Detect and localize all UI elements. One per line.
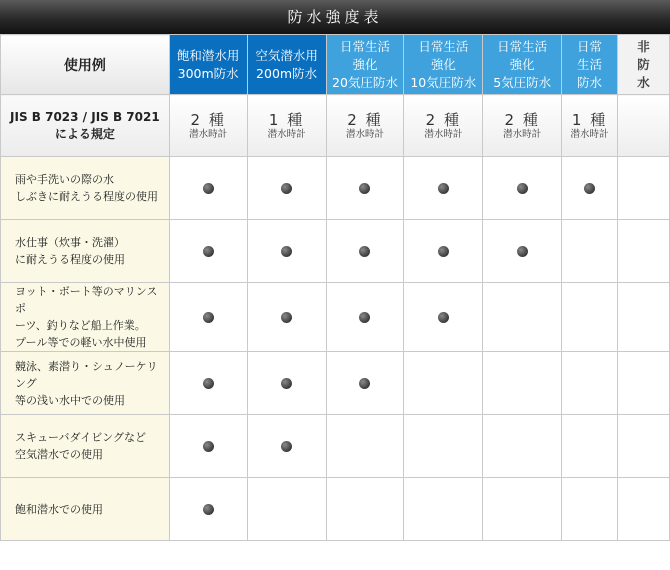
suitability-cell	[618, 478, 670, 541]
suitability-cell	[326, 415, 404, 478]
column-header-6	[562, 35, 618, 95]
suitability-cell	[562, 415, 618, 478]
jis-class: 2 種	[190, 110, 226, 129]
text-line: 非	[637, 38, 650, 54]
text-line: による規定	[54, 126, 115, 141]
text-line: 防水	[577, 74, 603, 90]
text-line: 強化	[352, 56, 378, 72]
text-line: 日常生活	[339, 38, 390, 54]
suitability-cell	[483, 220, 562, 283]
column-header-usage: 使用例	[1, 35, 170, 95]
column-header-1	[169, 35, 247, 95]
suitable-mark	[517, 246, 528, 257]
column-header-5	[483, 35, 562, 95]
column-header-2	[247, 35, 326, 95]
text-line: 強化	[509, 56, 535, 72]
usage-label	[1, 352, 170, 415]
suitability-cell	[326, 478, 404, 541]
suitability-cell	[247, 415, 326, 478]
usage-row	[1, 352, 670, 415]
suitable-mark	[359, 183, 370, 194]
suitability-cell	[404, 415, 483, 478]
suitability-cell	[404, 220, 483, 283]
text-line: 生活	[577, 56, 603, 72]
jis-class: 1 種	[571, 110, 608, 129]
text-line: プール等での軽い水中使用	[15, 336, 147, 349]
suitability-cell	[326, 283, 404, 352]
text-line: 日常生活	[418, 38, 469, 54]
suitability-cell	[404, 352, 483, 415]
suitability-cell	[169, 220, 247, 283]
text-line: 雨や手洗いの際の水	[15, 173, 114, 186]
jis-class-cell	[326, 95, 404, 157]
suitable-mark	[203, 246, 214, 257]
jis-class: 2 種	[347, 110, 383, 129]
suitability-cell	[562, 283, 618, 352]
text-line: ヨット・ボート等のマリンスポ	[15, 285, 158, 315]
jis-class-type: 潜水時計	[424, 128, 463, 140]
text-line: 等の浅い水中での使用	[15, 393, 125, 407]
suitability-cell	[169, 352, 247, 415]
suitability-cell	[618, 352, 670, 415]
suitability-cell	[247, 283, 326, 352]
suitability-cell	[247, 157, 326, 220]
water-resistance-table	[0, 34, 670, 541]
usage-label	[1, 157, 170, 220]
jis-class-cell	[483, 95, 562, 157]
text-line: 防	[637, 56, 650, 72]
text-line: JIS B 7023 / JIS B 7021	[10, 109, 160, 124]
jis-class-type: 潜水時計	[267, 128, 306, 140]
usage-label	[1, 478, 170, 541]
text-line: 20気圧防水	[332, 74, 398, 90]
text-line: しぶきに耐えうる程度の使用	[15, 190, 158, 203]
suitable-mark	[203, 441, 214, 452]
suitability-cell	[326, 352, 404, 415]
suitability-cell	[326, 157, 404, 220]
suitable-mark	[517, 183, 528, 194]
suitability-cell	[483, 352, 562, 415]
jis-row	[1, 95, 670, 157]
jis-class-type: 潜水時計	[503, 128, 542, 140]
jis-class-cell	[404, 95, 483, 157]
suitability-cell	[483, 415, 562, 478]
jis-standard-label	[1, 95, 170, 157]
text-line: 10気圧防水	[410, 74, 477, 90]
suitable-mark	[203, 312, 214, 323]
jis-class-cell	[562, 95, 618, 157]
suitability-cell	[483, 157, 562, 220]
text-line: 300m防水	[177, 65, 239, 81]
usage-label	[1, 415, 170, 478]
suitable-mark	[359, 378, 370, 389]
header-row	[1, 35, 670, 95]
suitable-mark	[281, 441, 292, 452]
suitable-mark	[281, 312, 292, 323]
jis-class-type: 潜水時計	[189, 128, 228, 140]
column-header-3	[326, 35, 404, 95]
jis-class: 2 種	[504, 110, 540, 129]
usage-row	[1, 220, 670, 283]
suitability-cell	[483, 478, 562, 541]
suitable-mark	[438, 183, 449, 194]
suitability-cell	[618, 283, 670, 352]
suitability-cell	[404, 157, 483, 220]
text-line: 強化	[430, 56, 456, 72]
jis-class-cell	[247, 95, 326, 157]
suitable-mark	[281, 378, 292, 389]
suitability-cell	[562, 157, 618, 220]
usage-label	[1, 283, 170, 352]
column-header-7	[618, 35, 670, 95]
usage-row	[1, 157, 670, 220]
column-header-4	[404, 35, 483, 95]
text-line: 競泳、素潜り・シュノーケリング	[15, 359, 158, 390]
suitable-mark	[438, 312, 449, 323]
text-line: 水仕事（炊事・洗濯）	[15, 236, 125, 249]
suitability-cell	[247, 220, 326, 283]
text-line: 飽和潜水用	[176, 47, 240, 63]
text-line: スキューバダイビングなど	[15, 431, 147, 444]
suitability-cell	[562, 478, 618, 541]
jis-class-type: 潜水時計	[345, 128, 384, 140]
jis-class-cell	[618, 95, 670, 157]
suitability-cell	[404, 478, 483, 541]
text-line: 日常	[577, 38, 603, 54]
usage-row	[1, 478, 670, 541]
suitability-cell	[618, 157, 670, 220]
jis-class: 1 種	[268, 110, 305, 129]
suitability-cell	[169, 478, 247, 541]
suitability-cell	[404, 283, 483, 352]
suitability-cell	[562, 220, 618, 283]
suitability-cell	[618, 415, 670, 478]
suitability-cell	[483, 283, 562, 352]
jis-class-cell	[169, 95, 247, 157]
suitable-mark	[438, 246, 449, 257]
jis-class-type: 潜水時計	[570, 128, 609, 140]
suitability-cell	[247, 478, 326, 541]
page-title: 防水強度表	[0, 0, 670, 34]
suitable-mark	[359, 312, 370, 323]
text-line: 日常生活	[497, 38, 548, 54]
text-line: 空気潜水での使用	[15, 448, 103, 461]
usage-label	[1, 220, 170, 283]
suitability-cell	[247, 352, 326, 415]
suitability-cell	[562, 352, 618, 415]
jis-class: 2 種	[425, 110, 461, 129]
suitable-mark	[281, 246, 292, 257]
text-line: 水	[637, 74, 650, 90]
suitable-mark	[359, 246, 370, 257]
text-line: 200m防水	[256, 65, 318, 81]
usage-row	[1, 283, 670, 352]
suitability-cell	[169, 415, 247, 478]
suitable-mark	[203, 504, 214, 515]
text-line: 5気圧防水	[493, 74, 552, 90]
suitable-mark	[203, 378, 214, 389]
text-line: に耐えうる程度の使用	[15, 253, 125, 266]
text-line: 空気潜水用	[255, 47, 318, 63]
suitability-cell	[169, 283, 247, 352]
suitability-cell	[618, 220, 670, 283]
suitable-mark	[281, 183, 292, 194]
suitable-mark	[584, 183, 595, 194]
suitability-cell	[326, 220, 404, 283]
text-line: ーツ、釣りなど船上作業。	[15, 319, 146, 332]
text-line: 飽和潜水での使用	[15, 502, 103, 516]
suitable-mark	[203, 183, 214, 194]
suitability-cell	[169, 157, 247, 220]
usage-row	[1, 415, 670, 478]
